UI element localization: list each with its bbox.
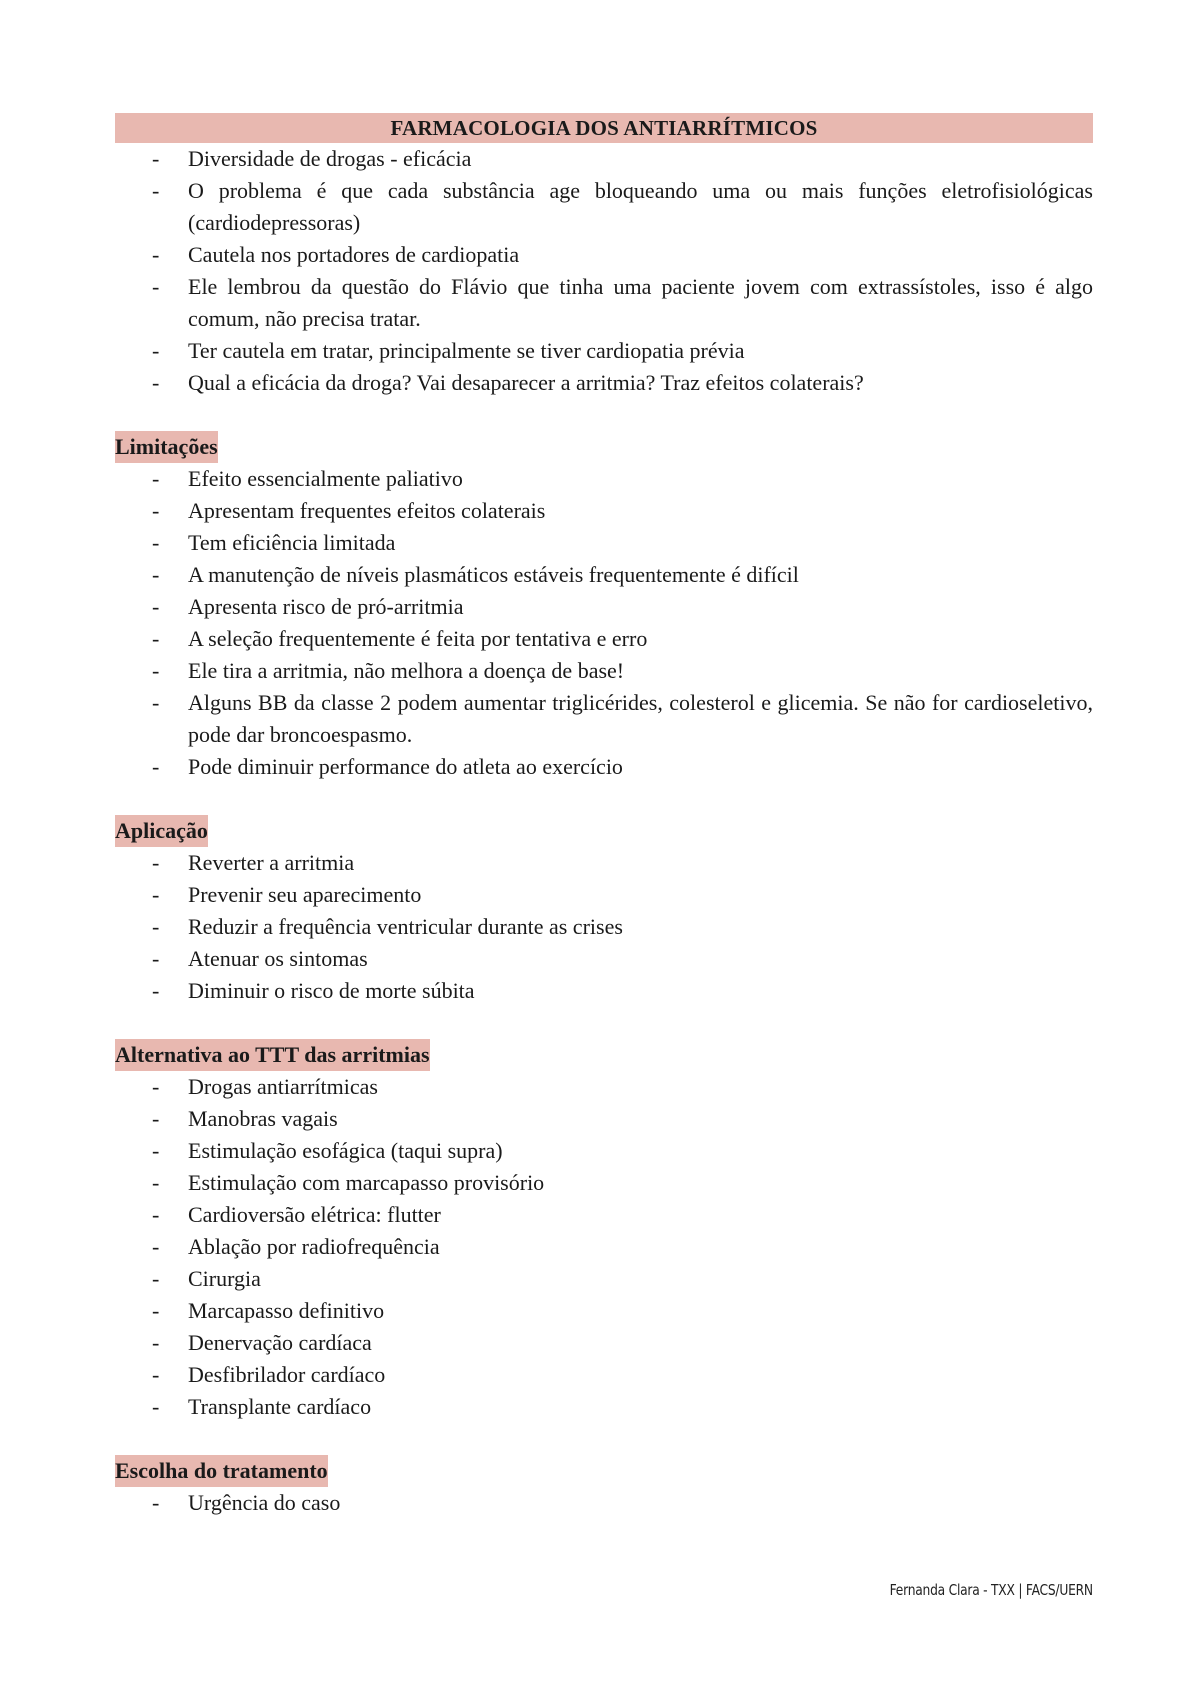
document-content bbox=[115, 113, 1093, 1519]
list-item-text: Apresentam frequentes efeitos colaterais bbox=[188, 498, 546, 523]
list-item bbox=[115, 847, 1093, 879]
list-item-text: Urgência do caso bbox=[188, 1490, 341, 1515]
list-item bbox=[115, 1295, 1093, 1327]
intro-list bbox=[115, 143, 1093, 399]
bullet-dash: - bbox=[152, 882, 160, 907]
bullet-dash: - bbox=[152, 530, 160, 555]
list-item-text: Diminuir o risco de morte súbita bbox=[188, 978, 475, 1003]
bullet-dash: - bbox=[152, 946, 160, 971]
bullet-dash: - bbox=[152, 562, 160, 587]
list-item bbox=[115, 1487, 1093, 1519]
section-heading: Limitações bbox=[115, 431, 218, 463]
bullet-dash: - bbox=[152, 658, 160, 683]
list-item-text: Estimulação com marcapasso provisório bbox=[188, 1170, 545, 1195]
section-escolha bbox=[115, 1455, 1093, 1519]
bullet-dash: - bbox=[152, 1490, 160, 1515]
bullet-dash: - bbox=[152, 370, 160, 395]
list-item bbox=[115, 271, 1093, 335]
list-item bbox=[115, 143, 1093, 175]
list-item bbox=[115, 1263, 1093, 1295]
list-item bbox=[115, 1231, 1093, 1263]
bullet-dash: - bbox=[152, 178, 160, 203]
list-item bbox=[115, 335, 1093, 367]
section-alternativa bbox=[115, 1039, 1093, 1423]
list-item bbox=[115, 463, 1093, 495]
section-heading: Aplicação bbox=[115, 815, 208, 847]
list-item bbox=[115, 591, 1093, 623]
list-item-text: Ablação por radiofrequência bbox=[188, 1234, 440, 1259]
bullet-dash: - bbox=[152, 466, 160, 491]
bullet-dash: - bbox=[152, 594, 160, 619]
bullet-dash: - bbox=[152, 338, 160, 363]
section-list bbox=[115, 1487, 1093, 1519]
list-item bbox=[115, 623, 1093, 655]
list-item-text: Alguns BB da classe 2 podem aumentar triglicérides, colesterol e glicemia. Se não for cardioseletivo, pode dar broncoespasmo. bbox=[188, 690, 1093, 747]
list-item-text: Atenuar os sintomas bbox=[188, 946, 368, 971]
bullet-dash: - bbox=[152, 690, 160, 715]
list-item-text: Prevenir seu aparecimento bbox=[188, 882, 422, 907]
bullet-dash: - bbox=[152, 1266, 160, 1291]
section-limitacoes bbox=[115, 431, 1093, 783]
bullet-dash: - bbox=[152, 754, 160, 779]
list-item bbox=[115, 1103, 1093, 1135]
bullet-dash: - bbox=[152, 274, 160, 299]
bullet-dash: - bbox=[152, 1234, 160, 1259]
bullet-dash: - bbox=[152, 146, 160, 171]
list-item-text: Estimulação esofágica (taqui supra) bbox=[188, 1138, 503, 1163]
list-item-text: Qual a eficácia da droga? Vai desaparecer a arritmia? Traz efeitos colaterais? bbox=[188, 370, 864, 395]
bullet-dash: - bbox=[152, 1362, 160, 1387]
list-item bbox=[115, 239, 1093, 271]
list-item-text: Ele tira a arritmia, não melhora a doença de base! bbox=[188, 658, 625, 683]
section-aplicacao bbox=[115, 815, 1093, 1007]
list-item-text: Efeito essencialmente paliativo bbox=[188, 466, 463, 491]
list-item-text: Cardioversão elétrica: flutter bbox=[188, 1202, 441, 1227]
list-item bbox=[115, 911, 1093, 943]
list-item bbox=[115, 495, 1093, 527]
list-item-text: A seleção frequentemente é feita por tentativa e erro bbox=[188, 626, 648, 651]
bullet-dash: - bbox=[152, 850, 160, 875]
list-item bbox=[115, 367, 1093, 399]
list-item-text: Reduzir a frequência ventricular durante as crises bbox=[188, 914, 623, 939]
page-title: FARMACOLOGIA DOS ANTIARRÍTMICOS bbox=[115, 113, 1093, 143]
list-item-text: Manobras vagais bbox=[188, 1106, 338, 1131]
section-heading: Escolha do tratamento bbox=[115, 1455, 328, 1487]
section-list bbox=[115, 1071, 1093, 1423]
list-item-text: Denervação cardíaca bbox=[188, 1330, 372, 1355]
list-item bbox=[115, 559, 1093, 591]
list-item-text: A manutenção de níveis plasmáticos estáveis frequentemente é difícil bbox=[188, 562, 799, 587]
list-item bbox=[115, 751, 1093, 783]
bullet-dash: - bbox=[152, 242, 160, 267]
list-item bbox=[115, 1327, 1093, 1359]
list-item-text: Reverter a arritmia bbox=[188, 850, 355, 875]
bullet-dash: - bbox=[152, 1394, 160, 1419]
list-item-text: Drogas antiarrítmicas bbox=[188, 1074, 378, 1099]
bullet-dash: - bbox=[152, 1330, 160, 1355]
list-item bbox=[115, 943, 1093, 975]
list-item bbox=[115, 1199, 1093, 1231]
list-item bbox=[115, 879, 1093, 911]
list-item bbox=[115, 1359, 1093, 1391]
list-item bbox=[115, 687, 1093, 751]
list-item bbox=[115, 975, 1093, 1007]
bullet-dash: - bbox=[152, 914, 160, 939]
list-item-text: Ter cautela em tratar, principalmente se tiver cardiopatia prévia bbox=[188, 338, 745, 363]
list-item-text: Cirurgia bbox=[188, 1266, 261, 1291]
section-heading: Alternativa ao TTT das arritmias bbox=[115, 1039, 430, 1071]
list-item-text: O problema é que cada substância age bloqueando uma ou mais funções eletrofisiológicas (cardiodepressoras) bbox=[188, 178, 1093, 235]
list-item-text: Pode diminuir performance do atleta ao exercício bbox=[188, 754, 623, 779]
list-item bbox=[115, 527, 1093, 559]
list-item bbox=[115, 1391, 1093, 1423]
list-item bbox=[115, 175, 1093, 239]
bullet-dash: - bbox=[152, 1202, 160, 1227]
bullet-dash: - bbox=[152, 1074, 160, 1099]
list-item-text: Apresenta risco de pró-arritmia bbox=[188, 594, 464, 619]
section-list bbox=[115, 847, 1093, 1007]
bullet-dash: - bbox=[152, 498, 160, 523]
list-item bbox=[115, 1167, 1093, 1199]
list-item-text: Desfibrilador cardíaco bbox=[188, 1362, 386, 1387]
list-item bbox=[115, 1135, 1093, 1167]
list-item-text: Diversidade de drogas - eficácia bbox=[188, 146, 472, 171]
bullet-dash: - bbox=[152, 1106, 160, 1131]
list-item bbox=[115, 655, 1093, 687]
page-footer: Fernanda Clara - TXX | FACS/UERN bbox=[889, 1581, 1093, 1599]
section-list bbox=[115, 463, 1093, 783]
bullet-dash: - bbox=[152, 978, 160, 1003]
list-item-text: Transplante cardíaco bbox=[188, 1394, 372, 1419]
list-item-text: Ele lembrou da questão do Flávio que tinha uma paciente jovem com extrassístoles, isso é algo comum, não precisa tratar. bbox=[188, 274, 1093, 331]
bullet-dash: - bbox=[152, 626, 160, 651]
bullet-dash: - bbox=[152, 1298, 160, 1323]
list-item-text: Tem eficiência limitada bbox=[188, 530, 396, 555]
bullet-dash: - bbox=[152, 1138, 160, 1163]
list-item-text: Marcapasso definitivo bbox=[188, 1298, 385, 1323]
list-item bbox=[115, 1071, 1093, 1103]
bullet-dash: - bbox=[152, 1170, 160, 1195]
list-item-text: Cautela nos portadores de cardiopatia bbox=[188, 242, 520, 267]
